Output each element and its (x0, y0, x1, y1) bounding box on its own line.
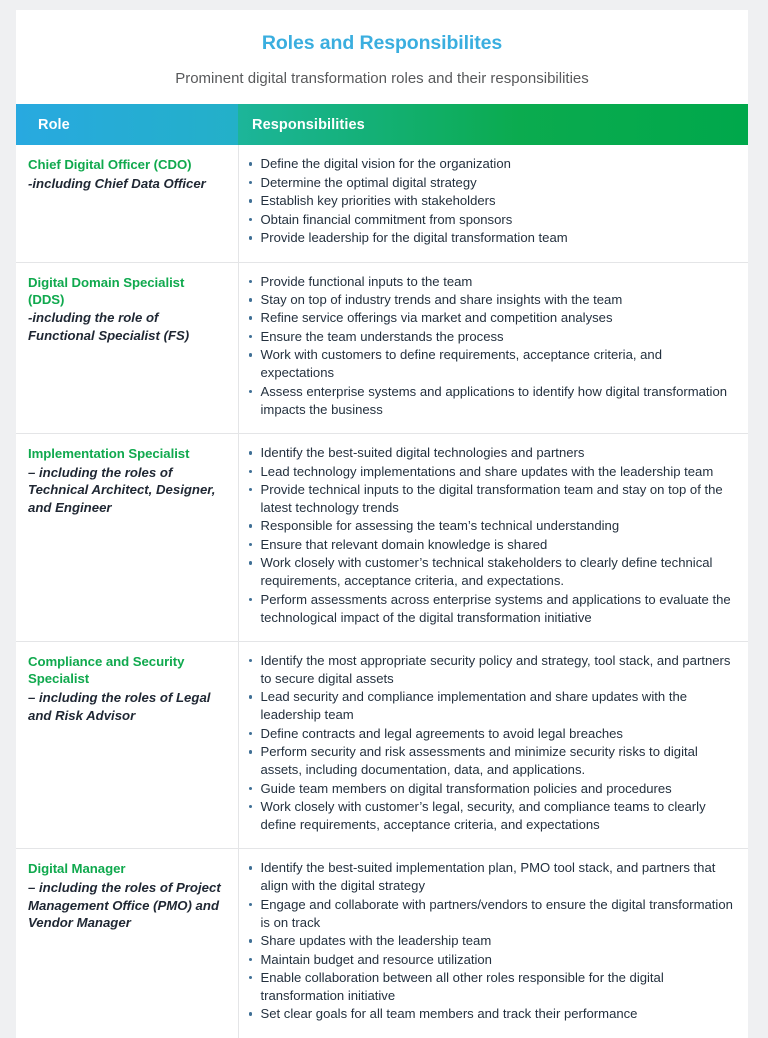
role-cell (16, 434, 238, 642)
roles-responsibilities-table (16, 104, 748, 1037)
list-item: Provide leadership for the digital transformation team (247, 229, 737, 247)
table-header-row (16, 104, 748, 145)
responsibilities-cell (238, 262, 748, 434)
role-cell (16, 262, 238, 434)
list-item: Determine the optimal digital strategy (247, 174, 737, 192)
list-item: Identify the most appropriate security policy and strategy, tool stack, and partners to secure digital assets (247, 652, 737, 688)
list-item: Refine service offerings via market and competition analyses (247, 309, 737, 327)
role-subtitle: – including the roles of Project Management Office (PMO) and Vendor Manager (28, 879, 221, 931)
list-item: Perform assessments across enterprise systems and applications to evaluate the technological impact of the digital transformation initiative (247, 591, 737, 627)
table-row (16, 145, 748, 262)
responsibilities-list (247, 273, 737, 419)
list-item: Identify the best-suited digital technologies and partners (247, 444, 737, 462)
list-item: Work closely with customer’s legal, security, and compliance teams to clearly define requirements, acceptance criteria, and expectations (247, 798, 737, 834)
list-item: Identify the best-suited implementation plan, PMO tool stack, and partners that align with the digital strategy (247, 859, 737, 895)
responsibilities-cell (238, 849, 748, 1038)
table-row (16, 262, 748, 434)
page-title: Roles and Responsibilites (261, 32, 503, 54)
list-item: Define the digital vision for the organization (247, 155, 737, 173)
responsibilities-list (247, 859, 737, 1023)
list-item: Share updates with the leadership team (247, 932, 737, 950)
infographic-card (16, 10, 748, 1022)
role-subtitle: – including the roles of Technical Architect, Designer, and Engineer (28, 464, 216, 516)
header-block (16, 10, 748, 104)
column-header-role: Role (16, 104, 238, 145)
responsibilities-cell (238, 641, 748, 848)
responsibilities-cell (238, 145, 748, 262)
table-row (16, 641, 748, 848)
role-cell (16, 145, 238, 262)
list-item: Work closely with customer’s technical stakeholders to clearly define technical requirements, acceptance criteria, and expectations. (247, 554, 737, 590)
responsibilities-list (247, 652, 737, 834)
role-title: Digital Manager (28, 861, 126, 877)
list-item: Define contracts and legal agreements to avoid legal breaches (247, 725, 737, 743)
list-item: Lead security and compliance implementation and share updates with the leadership team (247, 688, 737, 724)
role-cell (16, 849, 238, 1038)
table-header (16, 104, 748, 145)
table-row (16, 849, 748, 1038)
list-item: Lead technology implementations and share updates with the leadership team (247, 463, 737, 481)
responsibilities-list (247, 155, 737, 247)
table-row (16, 434, 748, 642)
list-item: Stay on top of industry trends and share insights with the team (247, 291, 737, 309)
list-item: Provide functional inputs to the team (247, 273, 737, 291)
role-title: Chief Digital Officer (CDO) (28, 157, 192, 173)
role-title: Digital Domain Specialist (DDS) (28, 274, 185, 307)
role-subtitle: -including Chief Data Officer (28, 175, 206, 191)
list-item: Set clear goals for all team members and track their performance (247, 1005, 737, 1023)
list-item: Engage and collaborate with partners/vendors to ensure the digital transformation is on track (247, 896, 737, 932)
page-subtitle: Prominent digital transformation roles and their responsibilities (175, 70, 589, 88)
list-item: Work with customers to define requirements, acceptance criteria, and expectations (247, 346, 737, 382)
role-title: Compliance and Security Specialist (28, 653, 185, 687)
list-item: Responsible for assessing the team’s technical understanding (247, 517, 737, 535)
list-item: Enable collaboration between all other roles responsible for the digital transformation initiative (247, 969, 737, 1005)
table-body (16, 145, 748, 1037)
list-item: Ensure that relevant domain knowledge is shared (247, 536, 737, 554)
list-item: Guide team members on digital transformation policies and procedures (247, 780, 737, 798)
list-item: Assess enterprise systems and applications to identify how digital transformation impacts the business (247, 383, 737, 419)
list-item: Ensure the team understands the process (247, 328, 737, 346)
responsibilities-list (247, 444, 737, 626)
list-item: Establish key priorities with stakeholders (247, 192, 737, 210)
column-header-responsibilities: Responsibilities (238, 104, 748, 145)
list-item: Provide technical inputs to the digital transformation team and stay on top of the latest technology trends (247, 481, 737, 517)
role-title: Implementation Specialist (28, 446, 190, 462)
list-item: Obtain financial commitment from sponsors (247, 211, 737, 229)
role-cell (16, 641, 238, 848)
role-subtitle: -including the role of Functional Specialist (FS) (28, 310, 190, 344)
responsibilities-cell (238, 434, 748, 642)
list-item: Maintain budget and resource utilization (247, 951, 737, 969)
role-subtitle: – including the roles of Legal and Risk Advisor (28, 689, 211, 723)
list-item: Perform security and risk assessments and minimize security risks to digital assets, including documentation, data, and applications. (247, 743, 737, 779)
